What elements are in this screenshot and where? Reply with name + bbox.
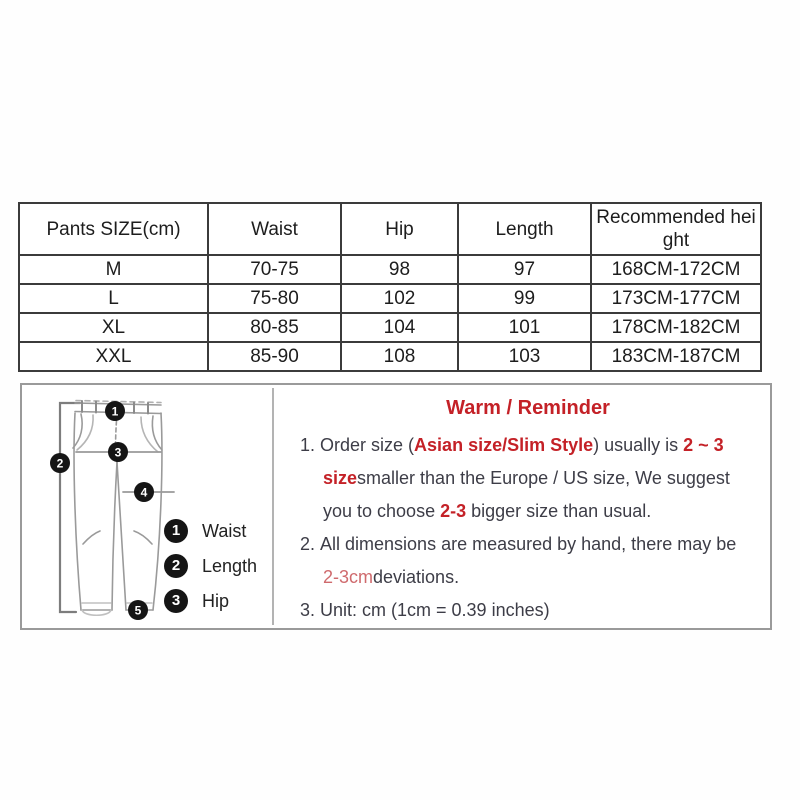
reminder-text-segment: Order size ( bbox=[320, 435, 415, 455]
table-row bbox=[19, 255, 761, 284]
reminder-text-segment: 2 ~ 3 size bbox=[323, 435, 724, 488]
reminder-panel bbox=[272, 385, 770, 627]
legend-item bbox=[164, 589, 257, 613]
callout-waist-badge bbox=[105, 401, 125, 421]
legend-item bbox=[164, 554, 257, 578]
column-header: Waist bbox=[208, 203, 341, 255]
svg-text:3: 3 bbox=[114, 445, 122, 460]
table-cell: 97 bbox=[458, 255, 591, 284]
svg-text:5: 5 bbox=[134, 603, 142, 618]
table-row bbox=[19, 313, 761, 342]
table-cell: XL bbox=[19, 313, 208, 342]
reminder-item bbox=[300, 528, 756, 594]
svg-text:4: 4 bbox=[140, 485, 148, 500]
column-header: Pants SIZE(cm) bbox=[19, 203, 208, 255]
length-bracket bbox=[60, 403, 80, 612]
reminder-item-number: 2. bbox=[300, 534, 321, 554]
reminder-text-segment: Unit: cm (1cm = 0.39 inches) bbox=[320, 600, 550, 620]
measurement-info-box bbox=[20, 383, 772, 630]
reminder-item bbox=[300, 429, 756, 528]
table-cell: 108 bbox=[341, 342, 458, 371]
table-cell: 104 bbox=[341, 313, 458, 342]
reminder-text-segment: ) usually is bbox=[593, 435, 684, 455]
callout-hip-badge bbox=[108, 442, 128, 462]
reminder-text-segment: deviations. bbox=[373, 567, 460, 587]
table-cell: M bbox=[19, 255, 208, 284]
callout-length-badge bbox=[50, 453, 70, 473]
legend-label: Hip bbox=[202, 590, 230, 611]
legend-badge: 3 bbox=[164, 589, 188, 613]
legend-badge: 2 bbox=[164, 554, 188, 578]
table-cell: L bbox=[19, 284, 208, 313]
reminder-text-segment: All dimensions are measured by hand, there may be bbox=[320, 534, 737, 554]
table-cell: 85-90 bbox=[208, 342, 341, 371]
table-cell: XXL bbox=[19, 342, 208, 371]
table-cell: 173CM-177CM bbox=[591, 284, 761, 313]
table-cell: 102 bbox=[341, 284, 458, 313]
callout-thigh-badge bbox=[134, 482, 154, 502]
table-row bbox=[19, 284, 761, 313]
table-cell: 101 bbox=[458, 313, 591, 342]
size-table bbox=[18, 202, 762, 372]
table-cell: 99 bbox=[458, 284, 591, 313]
column-header: Length bbox=[458, 203, 591, 255]
reminder-text-segment: 2-3 bbox=[440, 501, 467, 521]
reminder-title: Warm / Reminder bbox=[446, 397, 610, 419]
table-cell: 168CM-172CM bbox=[591, 255, 761, 284]
reminder-item-number: 3. bbox=[300, 600, 321, 620]
legend-badge: 1 bbox=[164, 519, 188, 543]
reminder-text-segment: bigger size than usual. bbox=[466, 501, 652, 521]
table-cell: 80-85 bbox=[208, 313, 341, 342]
reminder-text-segment: smaller than the Europe / US size, We suggest you to choose bbox=[323, 468, 730, 521]
reminder-item-number: 1. bbox=[300, 435, 321, 455]
table-cell: 98 bbox=[341, 255, 458, 284]
column-header: Recommended height bbox=[591, 203, 761, 255]
callout-hem-badge bbox=[128, 600, 148, 620]
table-cell: 103 bbox=[458, 342, 591, 371]
size-table-body bbox=[19, 255, 761, 371]
table-cell: 70-75 bbox=[208, 255, 341, 284]
table-row bbox=[19, 342, 761, 371]
column-header: Hip bbox=[341, 203, 458, 255]
reminder-text-segment: Asian size/Slim Style bbox=[414, 435, 594, 455]
pants-outline bbox=[60, 401, 174, 616]
svg-text:1: 1 bbox=[111, 404, 119, 419]
measure-legend bbox=[164, 519, 257, 624]
legend-item bbox=[164, 519, 257, 543]
table-cell: 75-80 bbox=[208, 284, 341, 313]
reminder-item bbox=[300, 594, 756, 627]
reminder-list bbox=[300, 429, 756, 627]
table-cell: 178CM-182CM bbox=[591, 313, 761, 342]
legend-label: Length bbox=[202, 555, 258, 576]
table-cell: 183CM-187CM bbox=[591, 342, 761, 371]
size-table-header-row bbox=[19, 203, 761, 255]
reminder-text-segment: 2-3cm bbox=[323, 567, 374, 587]
svg-text:2: 2 bbox=[56, 456, 64, 471]
legend-label: Waist bbox=[202, 520, 247, 541]
